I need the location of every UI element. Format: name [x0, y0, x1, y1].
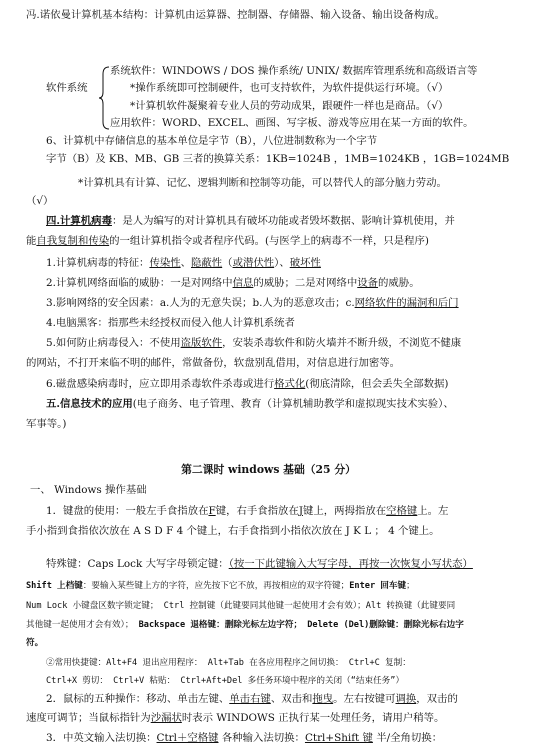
underlined-text: 拖曳: [312, 693, 334, 705]
bold-text: Backspace 退格键：删除光标左边字符； Delete (Del)删除键：删除光标右边字: [138, 620, 464, 630]
text-line: 冯.诺依曼计算机基本结构：计算机由运算器、控制器、存储器、输入设备、输出设备构成。: [26, 9, 445, 21]
text-span: 特殊键：Caps Lock 大写字母锁定键：: [46, 558, 229, 570]
bold-text: Shift 上档键: [26, 581, 83, 591]
text-span: 其他键一起使用才会有效）；: [26, 620, 139, 630]
text-span: 5.如何防止病毒侵入：不使用: [46, 337, 181, 349]
underlined-text: 盗版软件: [180, 337, 223, 349]
text-span: 2.计算机网络面临的威胁：一是对网络中: [46, 277, 233, 289]
text-span: ，双击的: [416, 693, 458, 705]
text-span: 1.计算机病毒的特征：: [46, 257, 150, 269]
text-span: ：要输入某些键上方的字符，应先按下它不放，再按相应的双字符键；: [82, 581, 350, 591]
text-span: (电子商务、电子管理、教育（计算机辅助教学和虚拟现实技术实验）、: [132, 398, 454, 410]
text-line: [46, 731, 529, 745]
underlined-text: F: [208, 505, 216, 517]
text-line: 4.电脑黑客：指那些未经授权而侵入他人计算机系统者: [46, 317, 295, 329]
text-line: [46, 214, 529, 228]
text-span: ）、: [274, 257, 290, 269]
text-line: 系统软件：WINDOWS / DOS 操作系统/ UNIX/ 数据库管理系统和高级语言等: [110, 65, 478, 77]
text-line: *计算机具有计算、记忆、逻辑判断和控制等功能，可以替代人的部分脑力劳动。: [78, 177, 447, 189]
text-line: 手小指到食指依次放在 A S D F 4 个键上，右手食指到小指依次放在 J K L ； 4 个键上。: [26, 525, 440, 537]
underlined-text: J: [298, 505, 303, 517]
text-span: 的威胁。: [378, 277, 420, 289]
underlined-text: 格式化: [274, 378, 306, 390]
text-span: 、: [180, 257, 191, 269]
section-heading: 五.信息技术的应用: [46, 398, 133, 410]
text-span: 上。左: [417, 505, 449, 517]
text-span: 3．中英文输入法切换：: [46, 732, 157, 744]
underlined-text: Ctrl＋空格键: [156, 732, 219, 744]
underlined-text: 信息: [232, 277, 254, 289]
text-line: 的网站，不打开来临不明的邮件，常做备份，软盘别乱借用，对信息进行加密等。: [26, 357, 401, 369]
underlined-text: （按一下此键输入大写字母，再按一次恢复小写状态）: [228, 558, 473, 570]
text-line: 字节（B）及 KB、MB、GB 三者的换算关系：1KB=1024B ，1MB=1024KB ，1GB=1024MB: [46, 153, 510, 165]
underlined-text: 破坏性: [289, 257, 321, 269]
text-line: [26, 579, 529, 593]
text-span: 的威胁；二是对网络中: [253, 277, 358, 289]
text-line: ②常用快捷键：Alt+F4 退出应用程序： Alt+Tab 在各应用程序之间切换： Ctrl+C 复制：: [46, 658, 411, 668]
text-span: ：是人为编写的对计算机具有破坏功能或者毁坏数据、影响计算机使用，并: [111, 215, 455, 227]
lesson-title: 第二课时 windows 基础（25 分）: [181, 463, 356, 476]
text-line: 一、 Windows 操作基础: [30, 484, 147, 496]
text-span: 键上，两拇指放在: [302, 505, 387, 517]
text-span: 时表示 WINDOWS 正执行某一处理任务，请用户稍等。: [181, 712, 445, 724]
underlined-text: 单击右键: [229, 693, 271, 705]
text-line: 军事等。): [26, 418, 67, 430]
text-line: [46, 256, 529, 270]
text-line: Num Lock 小键盘区数字锁定键； Ctrl 控制键（此键要同其他键一起使用才会有效）；Alt 转换键（此键要同: [26, 601, 456, 611]
text-line: 应用软件：WORD、EXCEL、画图、写字板、游戏等应用在某一方面的软件。: [110, 117, 474, 129]
text-line: [46, 557, 529, 571]
text-span: 。左右按键可: [333, 693, 396, 705]
text-span: 能: [26, 235, 37, 247]
text-line: （√）: [26, 195, 54, 207]
text-line: *计算机软件凝聚着专业人员的劳动成果，跟硬件一样也是商品。（√）: [130, 100, 449, 112]
text-span: 速度可调节；当鼠标指针为: [26, 712, 151, 724]
text-line: [26, 618, 529, 632]
text-span: ；: [406, 581, 415, 591]
text-line: [46, 377, 529, 391]
underlined-text: 或潜伏性: [232, 257, 275, 269]
underlined-text: Ctrl+Shift 键: [304, 732, 373, 744]
text-span: 3.影响网络的安全因素：a.人为的无意失误；b.人为的恶意攻击；c.: [46, 297, 355, 309]
underlined-text: 网络软件的漏洞和后门: [354, 297, 459, 309]
text-line: 6、计算机中存储信息的基本单位是字节（B），八位进制数称为一个字节: [46, 135, 378, 147]
text-line: [46, 504, 529, 518]
text-span: ，安装杀毒软件和防火墙并不断升级，不浏览不健康: [222, 337, 462, 349]
software-system-label: 软件系统: [46, 82, 88, 94]
underlined-text: 传染性: [149, 257, 181, 269]
text-span: 半/全角切换：: [372, 732, 443, 744]
underlined-text: 调换: [395, 693, 417, 705]
text-span: 6.磁盘感染病毒时，应立即用杀毒软件杀毒或进行: [46, 378, 275, 390]
text-line: Ctrl+X 剪切： Ctrl+V 粘贴： Ctrl+Aft+Del 多任务环境中程序的关闭（“结束任务”）: [46, 676, 405, 686]
underlined-text: 自我复制和传染: [36, 235, 110, 247]
text-line: [46, 276, 529, 290]
text-line: [26, 711, 529, 725]
text-line: [46, 692, 529, 706]
text-line: [46, 296, 529, 310]
underlined-text: 沙漏状: [150, 712, 182, 724]
text-line: 符。: [26, 638, 44, 648]
text-span: (彻底清除，但会丢失全部数据): [305, 378, 449, 390]
virus-heading: 四.计算机病毒: [46, 215, 112, 227]
curly-brace-icon: [98, 66, 110, 130]
underlined-text: 设备: [357, 277, 379, 289]
text-line: [26, 234, 529, 248]
text-line: [46, 397, 529, 411]
underlined-text: 空格键: [386, 505, 418, 517]
text-span: 2．鼠标的五种操作：移动、单击左键、: [46, 693, 230, 705]
text-line: *操作系统即可控制硬件，也可支持软件，为软件提供运行环境。（√）: [130, 82, 449, 94]
text-span: 1．键盘的使用：一般左手食指放在: [46, 505, 209, 517]
text-span: 、双击和: [270, 693, 313, 705]
text-line: [46, 336, 529, 350]
underlined-text: 隐蔽性: [191, 257, 223, 269]
text-span: 键，右手食指放在: [215, 505, 299, 517]
bold-text: Enter 回车键: [349, 581, 407, 591]
text-span: （: [222, 257, 233, 269]
text-span: 的一组计算机指令或者程序代码。(与医学上的病毒不一样，只是程序): [109, 235, 429, 247]
text-span: 各种输入法切换：: [218, 732, 305, 744]
